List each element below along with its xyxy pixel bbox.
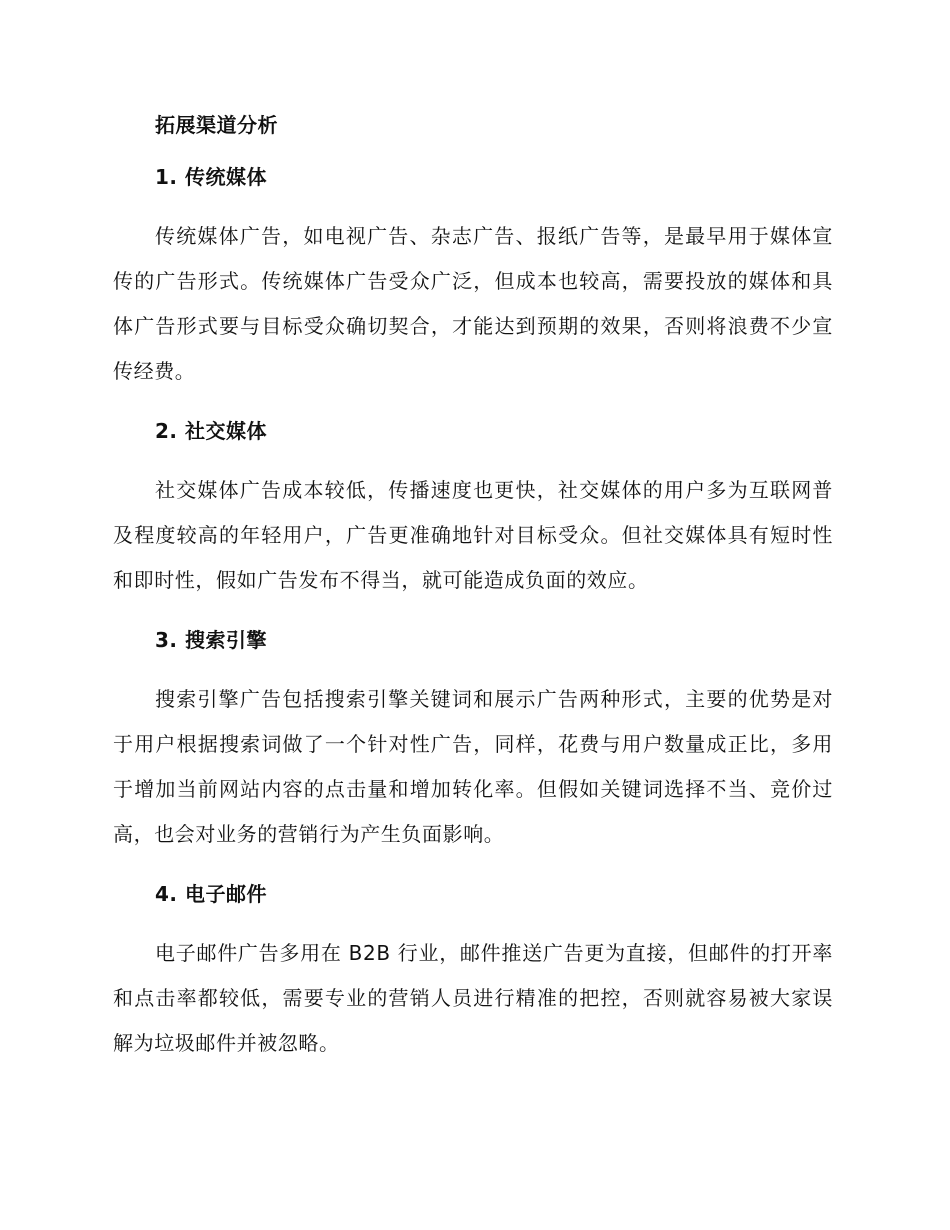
document-title: 拓展渠道分析 (155, 113, 278, 137)
section-text-traditional-media: 传统媒体广告，如电视广告、杂志广告、报纸广告等，是最早用于媒体宣传的广告形式。传统媒体广告受众广泛，但成本也较高，需要投放的媒体和具体广告形式要与目标受众确切契合，才能达到预期的效果，否则将浪费不少宣传经费。 (113, 224, 833, 383)
document-body (113, 110, 833, 1088)
section-heading-search-engine: 3. 搜索引擎 (155, 628, 267, 652)
section-text-search-engine: 搜索引擎广告包括搜索引擎关键词和展示广告两种形式，主要的优势是对于用户根据搜索词做了一个针对性广告，同样，花费与用户数量成正比，多用于增加当前网站内容的点击量和增加转化率。但假如关键词选择不当、竞价过高，也会对业务的营销行为产生负面影响。 (113, 687, 833, 846)
section-heading-email: 4. 电子邮件 (155, 882, 267, 906)
section-text-email: 电子邮件广告多用在 B2B 行业，邮件推送广告更为直接，但邮件的打开率和点击率都较低，需要专业的营销人员进行精准的把控，否则就容易被大家误解为垃圾邮件并被忽略。 (113, 941, 833, 1055)
section-heading-social-media: 2. 社交媒体 (155, 419, 267, 443)
section-text-social-media: 社交媒体广告成本较低，传播速度也更快，社交媒体的用户多为互联网普及程度较高的年轻用户，广告更准确地针对目标受众。但社交媒体具有短时性和即时性，假如广告发布不得当，就可能造成负面的效应。 (113, 478, 833, 592)
section-heading-traditional-media: 1. 传统媒体 (155, 165, 267, 189)
